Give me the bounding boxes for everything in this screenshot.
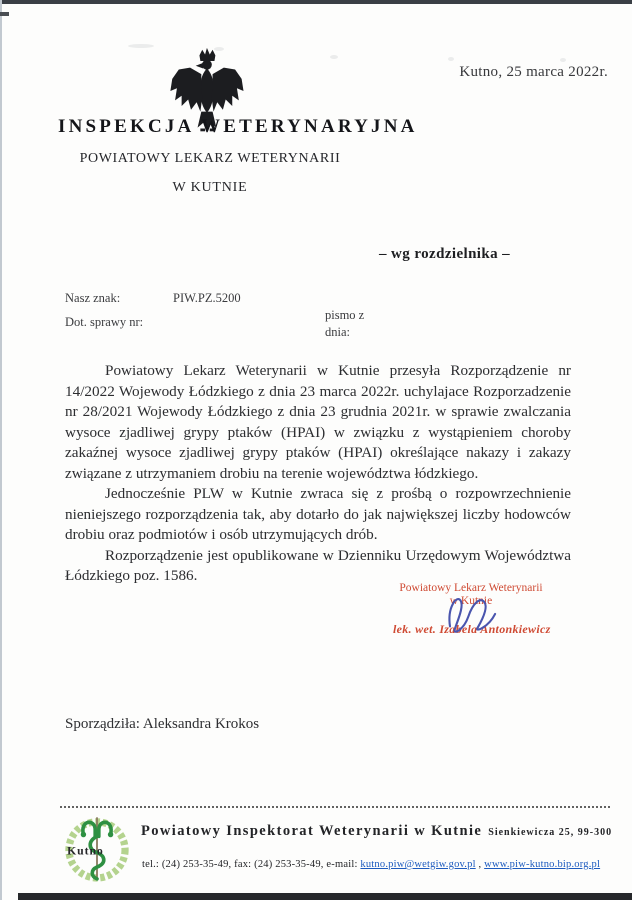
official-stamp bbox=[393, 582, 549, 637]
footer-contact-line bbox=[142, 859, 600, 870]
scan-smudge bbox=[330, 55, 338, 59]
footer-divider bbox=[60, 806, 610, 808]
scan-smudge bbox=[128, 44, 154, 48]
contact-prefix: tel.: (24) 253-35-49, fax: (24) 253-35-49, e-mail: bbox=[142, 859, 361, 870]
website-link[interactable]: www.piw-kutno.bip.org.pl bbox=[484, 859, 601, 870]
footer-office-name: Powiatowy Inspektorat Weterynarii w Kutnie bbox=[141, 823, 483, 839]
case-number-label: Dot. sprawy nr: bbox=[65, 315, 144, 329]
document-date: Kutno, 25 marca 2022r. bbox=[459, 64, 608, 80]
scan-smudge bbox=[560, 58, 566, 62]
letter-body bbox=[65, 361, 571, 587]
logo-text: Kutno bbox=[67, 844, 104, 858]
office-location: W KUTNIE bbox=[172, 180, 248, 195]
distribution-note: – wg rozdzielnika – bbox=[379, 246, 511, 262]
stamp-location-line: w Kutnie bbox=[449, 595, 493, 607]
body-paragraph-2: Jednocześnie PLW w Kutnie zwraca się z prośbą o rozpowrzechnienie nieniejszego rozporządzenia tak, aby dotarło do jak największej liczby hodowców drobiu oraz podmiotów i osób utrzymujących drób. bbox=[65, 485, 571, 543]
scan-edge-left bbox=[0, 0, 2, 900]
stamp-title-line: Powiatowy Lekarz Weterynarii bbox=[399, 582, 543, 594]
contact-separator: , bbox=[475, 859, 485, 870]
scan-edge-top bbox=[0, 0, 632, 4]
letter-from-label: pismo z bbox=[325, 308, 365, 322]
handwritten-signature-icon bbox=[445, 588, 503, 636]
letterhead bbox=[58, 116, 418, 196]
email-link[interactable]: kutno.piw@wetgiw.gov.pl bbox=[360, 859, 476, 870]
scan-mark bbox=[0, 12, 9, 16]
body-paragraph-3: Rozporządzenie jest opublikowane w Dzienniku Urzędowym Województwa Łódzkiego poz. 1586. bbox=[65, 546, 571, 584]
prepared-by: Sporządziła: Aleksandra Krokos bbox=[65, 716, 260, 732]
body-paragraph-1: Powiatowy Lekarz Weterynarii w Kutnie przesyła Rozporządzenie nr 14/2022 Wojewody Łódzkiego z dnia 23 marca 2022r. uchylajace Rozporzadzenie nr 28/2021 Wojewody Łódzkiego z dnia 23 grudnia 2021r. w sprawie zwalczania wysoce zjadliwej grypy ptaków (HPAI) w związku z wystąpieniem choroby zakaźnej wysoce zjadliwej grypy ptaków (HPAI) określające nakazy i zakazy związane z utrzymaniem drobiu na terenie województwa łódzkiego. bbox=[65, 362, 571, 482]
footer-office-address: Sienkiewicza 25, 99-300 bbox=[488, 827, 613, 838]
letter-date-label: dnia: bbox=[325, 325, 350, 339]
veterinary-inspectorate-logo-icon bbox=[60, 811, 134, 887]
scan-smudge bbox=[448, 57, 454, 61]
office-name: POWIATOWY LEKARZ WETERYNARII bbox=[79, 151, 341, 166]
scan-edge-bottom bbox=[18, 893, 632, 900]
institution-name: INSPEKCJA WETERYNARYJNA bbox=[58, 116, 418, 137]
footer-office-line bbox=[141, 822, 612, 840]
our-ref-value: PIW.PZ.5200 bbox=[173, 291, 241, 305]
stamp-signee-name: lek. wet. Izabela Antonkiewicz bbox=[393, 622, 551, 636]
our-ref-label: Nasz znak: bbox=[65, 291, 121, 305]
